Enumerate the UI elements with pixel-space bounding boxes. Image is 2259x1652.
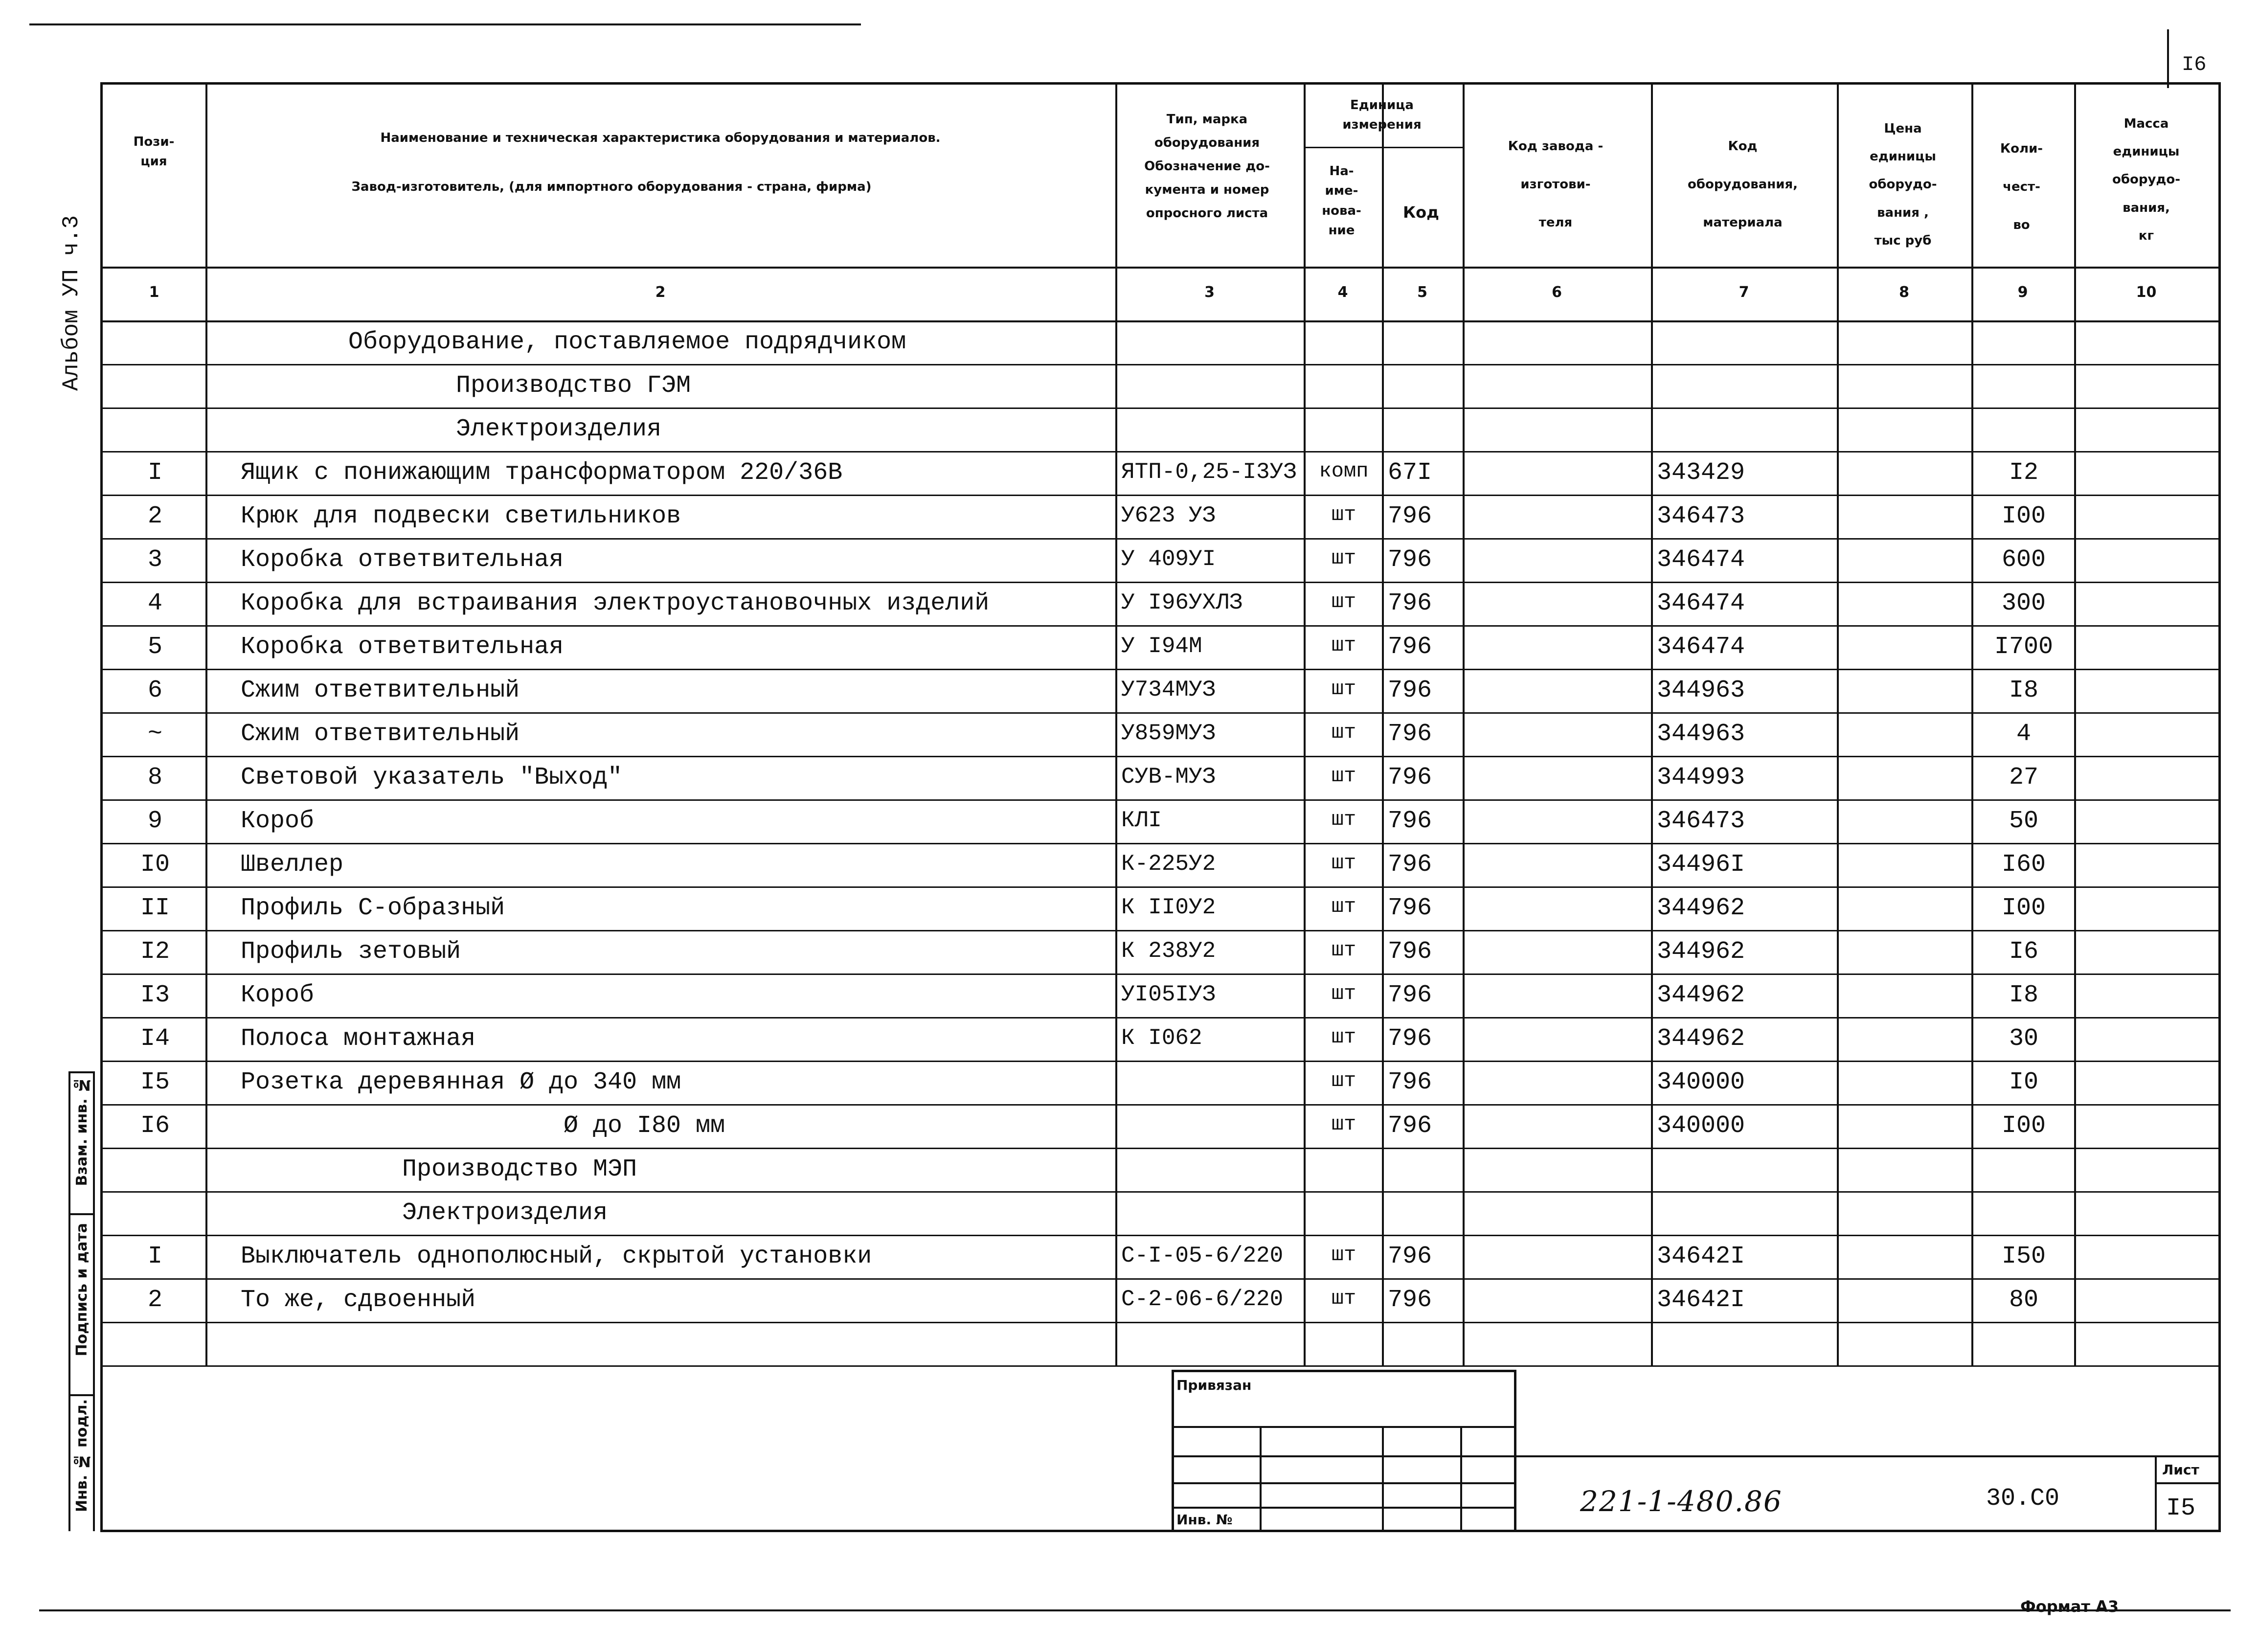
header-factory-code: Код завода - изготови- теля — [1508, 139, 1604, 230]
cell-eqcode: 344962 — [1657, 1025, 1745, 1053]
grid-line — [103, 1104, 2218, 1106]
cell-pos: 9 — [147, 807, 162, 835]
header-mass: Масса единицы оборудо- вания, кг — [2112, 116, 2181, 243]
cell-qty: 300 — [2001, 589, 2046, 617]
header-unit: Единица измерения — [1342, 98, 1422, 133]
cell-pos: 5 — [147, 633, 162, 661]
cell-unit: шт — [1331, 721, 1356, 744]
cell-type: КЛI — [1121, 808, 1162, 833]
cell-type: К I062 — [1121, 1025, 1202, 1051]
grid-line — [103, 1278, 2218, 1280]
cell-name: Электроизделия — [456, 415, 662, 443]
cell-unit: шт — [1331, 851, 1356, 875]
cell-name: Швеллер — [241, 851, 344, 879]
cell-code: 796 — [1388, 589, 1432, 617]
cell-code: 67I — [1388, 459, 1432, 487]
grid-line — [103, 364, 2218, 365]
cell-pos: II — [140, 894, 170, 922]
cell-eqcode: 344962 — [1657, 894, 1745, 922]
grid-line — [1837, 82, 1839, 1365]
side-label-inv: Инв. № подл. — [73, 1399, 90, 1513]
frame-right — [2218, 82, 2221, 1531]
cell-name: Профиль зетовый — [241, 938, 461, 966]
cell-qty: I0 — [2009, 1068, 2038, 1096]
cell-code: 796 — [1388, 1112, 1432, 1140]
grid-line — [103, 843, 2218, 844]
cell-type: УI05IУЗ — [1121, 982, 1216, 1007]
column-number: 3 — [1204, 284, 1215, 301]
cell-type: К-225У2 — [1121, 851, 1216, 877]
cell-name: Выключатель однополюсный, скрытой установки — [241, 1243, 872, 1270]
cell-type: У859МУЗ — [1121, 721, 1216, 746]
cell-qty: I8 — [2009, 677, 2038, 704]
side-label-podpis: Подпись и дата — [73, 1223, 90, 1357]
cell-qty: 600 — [2001, 546, 2046, 574]
cell-pos: 2 — [147, 1286, 162, 1314]
cell-name: Ящик с понижающим трансформатором 220/36В — [241, 459, 843, 487]
cell-pos: I2 — [140, 938, 170, 966]
grid-line — [1651, 82, 1653, 1365]
cell-unit: комп — [1319, 459, 1369, 483]
cell-unit: шт — [1331, 1112, 1356, 1136]
cell-eqcode: 346473 — [1657, 807, 1745, 835]
cell-qty: I2 — [2009, 459, 2038, 487]
grid-line — [103, 1322, 2218, 1323]
grid-line — [103, 582, 2218, 583]
grid-line — [1382, 82, 1384, 1365]
cell-type: У I94М — [1121, 634, 1202, 659]
list-number: I5 — [2166, 1494, 2196, 1522]
header-equipment-code: Код оборудования, материала — [1687, 139, 1798, 230]
cell-qty: I60 — [2001, 851, 2046, 879]
cell-code: 796 — [1388, 1068, 1432, 1096]
cell-name: Производство МЭП — [402, 1155, 637, 1183]
cell-type: С-2-06-6/220 — [1121, 1287, 1284, 1312]
cell-eqcode: 346473 — [1657, 502, 1745, 530]
cell-qty: I00 — [2001, 502, 2046, 530]
header-unit-code: Код — [1403, 203, 1439, 222]
cell-code: 796 — [1388, 1243, 1432, 1270]
cell-code: 796 — [1388, 851, 1432, 879]
header-name-line2: Завод-изготовитель, (для импортного оборудования - страна, фирма) — [351, 180, 872, 194]
cell-unit: шт — [1331, 808, 1356, 831]
stamp-inv-no: Инв. № — [1176, 1512, 1233, 1528]
cell-code: 796 — [1388, 1025, 1432, 1053]
grid-line — [103, 886, 2218, 888]
grid-line — [103, 625, 2218, 627]
header-quantity: Коли- чест- во — [2000, 141, 2043, 232]
side-label-vzam: Взам. инв. № — [73, 1076, 90, 1186]
cell-code: 796 — [1388, 720, 1432, 748]
column-number: 4 — [1337, 284, 1348, 301]
cell-name: Крюк для подвески светильников — [241, 502, 681, 530]
cell-code: 796 — [1388, 981, 1432, 1009]
cell-name: Розетка деревянная Ø до 340 мм — [241, 1068, 681, 1096]
grid-line — [103, 1191, 2218, 1193]
cell-eqcode: 344993 — [1657, 764, 1745, 792]
cell-type: СУВ-МУЗ — [1121, 764, 1216, 790]
cell-type: К 238У2 — [1121, 938, 1216, 964]
cell-eqcode: 343429 — [1657, 459, 1745, 487]
cell-qty: I00 — [2001, 894, 2046, 922]
cell-name: Световой указатель "Выход" — [241, 764, 623, 792]
cell-type: У 409УI — [1121, 546, 1216, 572]
column-number: 5 — [1417, 284, 1427, 301]
cell-unit: шт — [1331, 938, 1356, 962]
cell-name: Сжим ответвительный — [241, 720, 520, 748]
grid-line — [1304, 147, 1463, 148]
sheet-number-top: I6 — [2182, 53, 2207, 76]
cell-name: Коробка ответвительная — [241, 546, 564, 574]
header-name-line1: Наименование и техническая характеристика оборудования и материалов. — [380, 131, 941, 145]
cell-name: Полоса монтажная — [241, 1025, 476, 1053]
cell-unit: шт — [1331, 590, 1356, 613]
cell-pos: I0 — [140, 851, 170, 879]
cell-pos: 4 — [147, 589, 162, 617]
cell-eqcode: 340000 — [1657, 1068, 1745, 1096]
cell-name: Коробка ответвительная — [241, 633, 564, 661]
grid-line — [205, 82, 207, 1365]
grid-line — [103, 495, 2218, 496]
cell-qty: I50 — [2001, 1243, 2046, 1270]
cell-eqcode: 34642I — [1657, 1286, 1745, 1314]
cell-pos: I3 — [140, 981, 170, 1009]
cell-unit: шт — [1331, 1287, 1356, 1310]
cell-name: Короб — [241, 981, 315, 1009]
cell-unit: шт — [1331, 764, 1356, 788]
cell-unit: шт — [1331, 1069, 1356, 1092]
grid-line — [103, 1148, 2218, 1149]
grid-line — [103, 930, 2218, 931]
cell-pos: I6 — [140, 1112, 170, 1140]
cell-unit: шт — [1331, 1243, 1356, 1267]
grid-line — [1304, 82, 1306, 1365]
cell-type: У734МУЗ — [1121, 677, 1216, 702]
header-position: Пози- ция — [133, 135, 175, 169]
cell-qty: 4 — [2016, 720, 2031, 748]
cell-pos: 3 — [147, 546, 162, 574]
cell-unit: шт — [1331, 503, 1356, 526]
frame-bottom — [100, 1530, 2221, 1532]
cell-pos: ~ — [147, 720, 162, 748]
cell-unit: шт — [1331, 982, 1356, 1005]
cell-qty: I8 — [2009, 981, 2038, 1009]
grid-line — [103, 799, 2218, 801]
cell-qty: 80 — [2009, 1286, 2038, 1314]
grid-line — [103, 1235, 2218, 1236]
cell-type: У I96УХЛЗ — [1121, 590, 1243, 615]
section-code: 30.С0 — [1986, 1485, 2060, 1513]
header-price: Цена единицы оборудо- вания , тыс руб — [1869, 121, 1937, 248]
cell-qty: 30 — [2009, 1025, 2038, 1053]
cell-qty: 27 — [2009, 764, 2038, 792]
cell-name: То же, сдвоенный — [241, 1286, 476, 1314]
cell-code: 796 — [1388, 633, 1432, 661]
cell-qty: I700 — [1994, 633, 2054, 661]
cell-pos: 2 — [147, 502, 162, 530]
stamp-privyazan: Привязан — [1176, 1377, 1252, 1393]
album-label: Альбом УП ч.3 — [59, 215, 84, 391]
document-code: 221-1-480.86 — [1580, 1485, 1783, 1518]
grid-line — [1463, 82, 1465, 1365]
column-number: 9 — [2017, 284, 2028, 301]
column-number: 10 — [2136, 284, 2157, 301]
cell-unit: шт — [1331, 677, 1356, 701]
cell-code: 796 — [1388, 546, 1432, 574]
grid-line — [1971, 82, 1973, 1365]
cell-type: ЯТП-0,25-I3УЗ — [1121, 459, 1297, 485]
cell-unit: шт — [1331, 895, 1356, 918]
cell-eqcode: 346474 — [1657, 546, 1745, 574]
cell-type: С-I-05-6/220 — [1121, 1243, 1284, 1268]
cell-pos: 8 — [147, 764, 162, 792]
cell-eqcode: 346474 — [1657, 633, 1745, 661]
grid-line — [103, 712, 2218, 714]
grid-line — [103, 538, 2218, 540]
frame-top — [100, 82, 2221, 85]
cell-name: Коробка для встраивания электроустановочных изделий — [241, 589, 990, 617]
cell-code: 796 — [1388, 764, 1432, 792]
header-type: Тип, марка оборудования Обозначение до- кумента и номер опросного листа — [1144, 112, 1270, 221]
cell-qty: 50 — [2009, 807, 2038, 835]
cell-pos: I — [147, 459, 162, 487]
cell-name: Ø до I80 мм — [564, 1112, 725, 1140]
grid-line — [103, 669, 2218, 670]
grid-line — [103, 407, 2218, 409]
cell-pos: 6 — [147, 677, 162, 704]
column-number: 2 — [655, 284, 666, 301]
cell-name: Оборудование, поставляемое подрядчиком — [348, 328, 906, 356]
cell-unit: шт — [1331, 546, 1356, 570]
grid-line — [103, 1365, 2218, 1367]
cell-code: 796 — [1388, 807, 1432, 835]
grid-line — [103, 267, 2218, 269]
cell-qty: I00 — [2001, 1112, 2046, 1140]
cell-eqcode: 34642I — [1657, 1243, 1745, 1270]
column-number: 6 — [1552, 284, 1562, 301]
cell-eqcode: 346474 — [1657, 589, 1745, 617]
cell-code: 796 — [1388, 894, 1432, 922]
cell-unit: шт — [1331, 1025, 1356, 1049]
cell-code: 796 — [1388, 1286, 1432, 1314]
cell-type: У623 УЗ — [1121, 503, 1216, 528]
column-number: 8 — [1899, 284, 1909, 301]
cell-eqcode: 344962 — [1657, 981, 1745, 1009]
cell-eqcode: 344962 — [1657, 938, 1745, 966]
cell-eqcode: 340000 — [1657, 1112, 1745, 1140]
cell-qty: I6 — [2009, 938, 2038, 966]
column-number: 1 — [149, 284, 159, 301]
grid-line — [2074, 82, 2076, 1365]
list-label: Лист — [2162, 1462, 2199, 1478]
cell-pos: I — [147, 1243, 162, 1270]
grid-line — [103, 1017, 2218, 1018]
header-unit-name: На- име- нова- ние — [1322, 164, 1361, 238]
cell-eqcode: 344963 — [1657, 720, 1745, 748]
cell-name: Электроизделия — [402, 1199, 608, 1227]
cell-code: 796 — [1388, 677, 1432, 704]
cell-code: 796 — [1388, 938, 1432, 966]
cell-name: Производство ГЭМ — [456, 372, 691, 400]
grid-line — [103, 451, 2218, 453]
cell-name: Сжим ответвительный — [241, 677, 520, 704]
cell-name: Короб — [241, 807, 315, 835]
grid-line — [103, 320, 2218, 322]
format-label: Формат А3 — [2020, 1597, 2119, 1616]
cell-eqcode: 344963 — [1657, 677, 1745, 704]
cell-name: Профиль С-образный — [241, 894, 505, 922]
cell-pos: I4 — [140, 1025, 170, 1053]
grid-line — [103, 1061, 2218, 1062]
cell-eqcode: 34496I — [1657, 851, 1745, 879]
grid-line — [103, 973, 2218, 975]
cell-type: К II0У2 — [1121, 895, 1216, 920]
cell-pos: I5 — [140, 1068, 170, 1096]
cell-unit: шт — [1331, 634, 1356, 657]
cell-code: 796 — [1388, 502, 1432, 530]
grid-line — [103, 756, 2218, 757]
column-number: 7 — [1739, 284, 1749, 301]
